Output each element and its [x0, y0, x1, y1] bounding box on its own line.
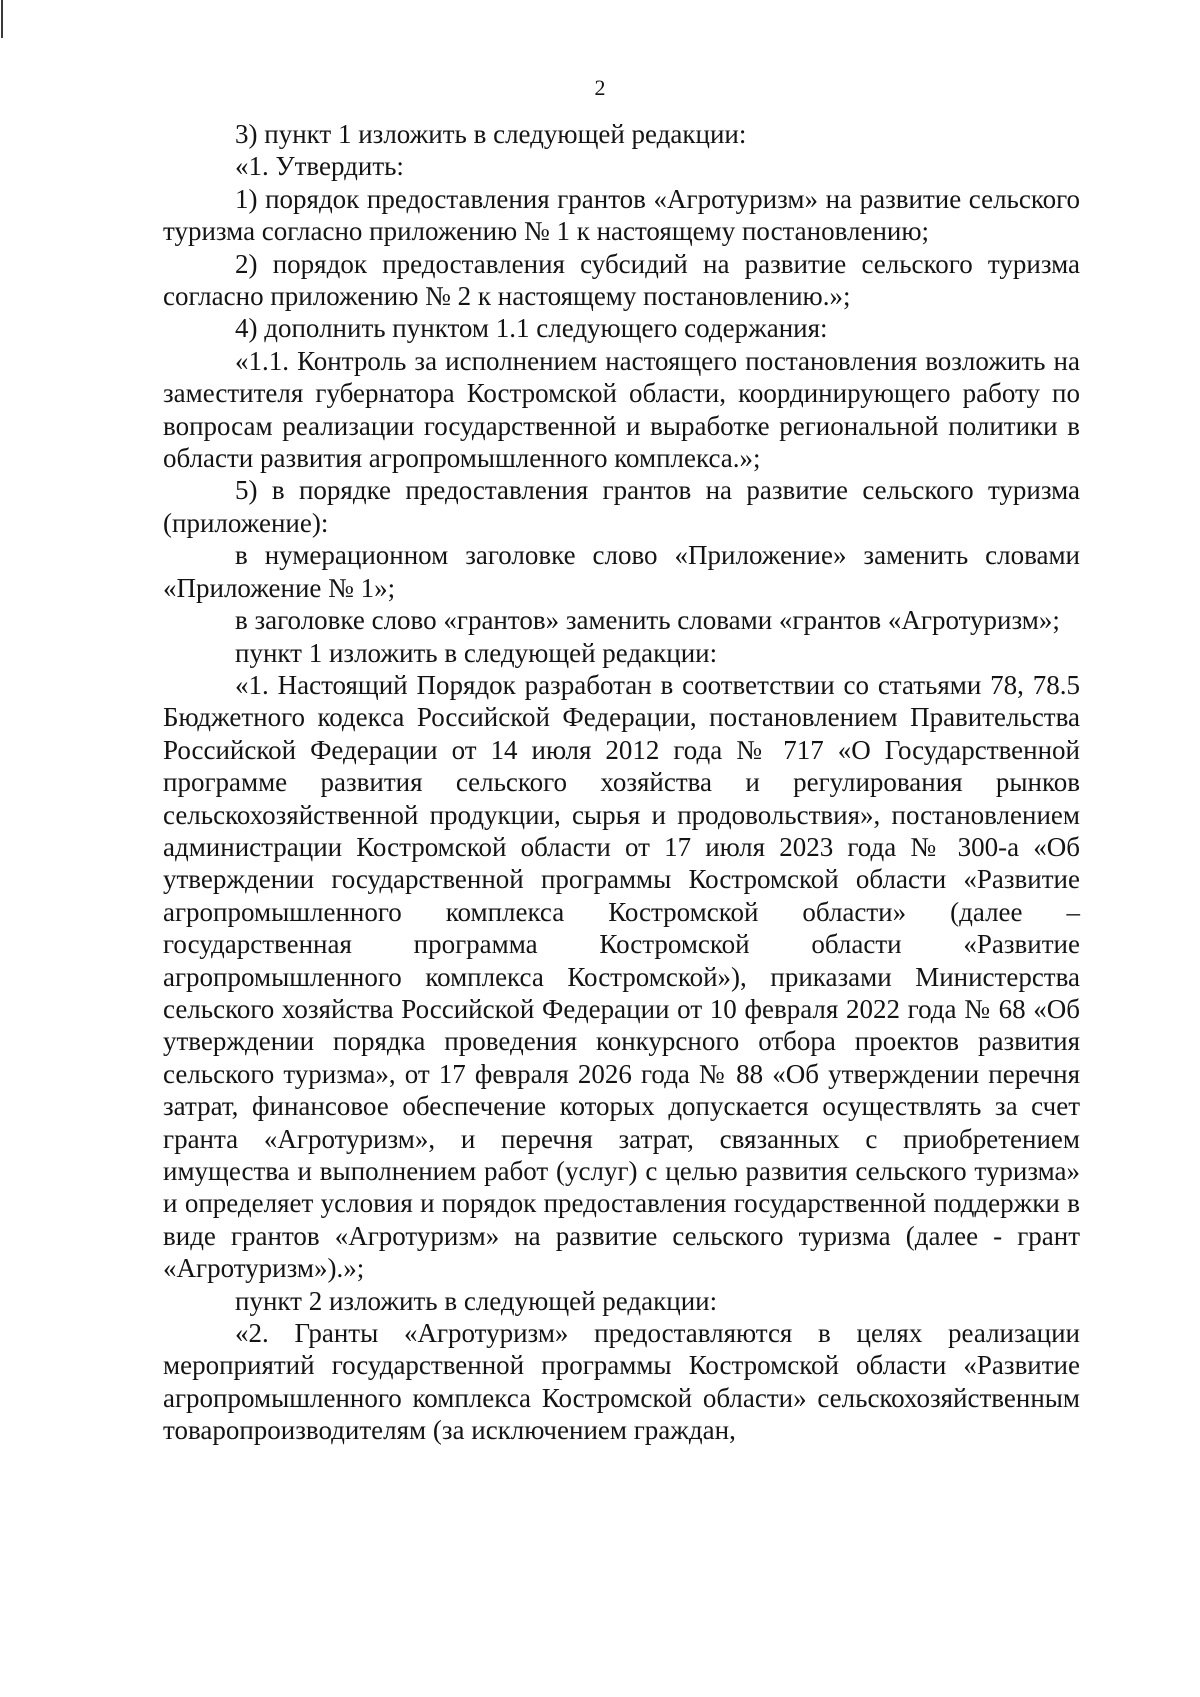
- paragraph-amend-order: 5) в порядке предоставления грантов на развитие сельского туризма (приложение):: [163, 475, 1080, 538]
- paragraph-numbering-heading: в нумерационном заголовке слово «Приложение» заменить словами «Приложение № 1»;: [163, 540, 1080, 603]
- paragraph-point-2-intro: пункт 2 изложить в следующей редакции:: [235, 1285, 718, 1316]
- paragraph-point-1-intro: пункт 1 изложить в следующей редакции:: [235, 637, 718, 668]
- document-body: [163, 118, 1080, 1447]
- paragraph-add-point-1-1: 4) дополнить пунктом 1.1 следующего содержания:: [235, 313, 828, 344]
- paragraph-point-2-text: «2. Гранты «Агротуризм» предоставляются в целях реализации мероприятий государственной программы Костромской области «Развитие агропромышленного комплекса Костромской области» сельскохозяйственным товаропроизводителям (за исключением граждан,: [163, 1318, 1080, 1446]
- paragraph-approve: «1. Утвердить:: [235, 151, 404, 182]
- scan-edge-mark: [1, 0, 3, 38]
- paragraph-point-1-text: «1. Настоящий Порядок разработан в соответствии со статьями 78, 78.5 Бюджетного кодекса Российской Федерации, постановлением Правительства Российской Федерации от 14 июля 2012 года № 717 «О Государственной программе развития сельского хозяйства и регулирования рынков сельскохозяйственной продукции, сырья и продовольствия», постановлением администрации Костромской области от 17 июля 2023 года № 300-а «Об утверждении государственной программы Костромской области «Развитие агропромышленного комплекса Костромской области» (далее – государственная программа Костромской области «Развитие агропромышленного комплекса Костромской»), приказами Министерства сельского хозяйства Российской Федерации от 10 февраля 2022 года № 68 «Об утверждении порядка проведения конкурсного отбора проектов развития сельского туризма», от 17 февраля 2026 года № 88 «Об утверждении перечня затрат, финансовое обеспечение которых допускается осуществлять за счет гранта «Агротуризм», и перечня затрат, связанных с приобретением имущества и выполнением работ (услуг) с целью развития сельского туризма» и определяет условия и порядок предоставления государственной поддержки в виде грантов «Агротуризм» на развитие сельского туризма (далее - грант «Агротуризм»).»;: [163, 669, 1080, 1284]
- paragraph-subsidies-order: 2) порядок предоставления субсидий на развитие сельского туризма согласно приложению № 2 к настоящему постановлению.»;: [163, 248, 1080, 312]
- paragraph-grants-order: 1) порядок предоставления грантов «Агротуризм» на развитие сельского туризма согласно приложению № 1 к настоящему постановлению;: [163, 183, 1080, 247]
- page-number: 2: [594, 75, 606, 100]
- paragraph-control: «1.1. Контроль за исполнением настоящего постановления возложить на заместителя губернатора Костромской области, координирующего работу по вопросам реализации государственной и выработке региональной политики в области развития агропромышленного комплекса.»;: [163, 345, 1080, 474]
- paragraph-amend-point-1: 3) пункт 1 изложить в следующей редакции:: [235, 119, 747, 149]
- paragraph-heading-word: в заголовке слово «грантов» заменить словами «грантов «Агротуризм»;: [235, 605, 1060, 636]
